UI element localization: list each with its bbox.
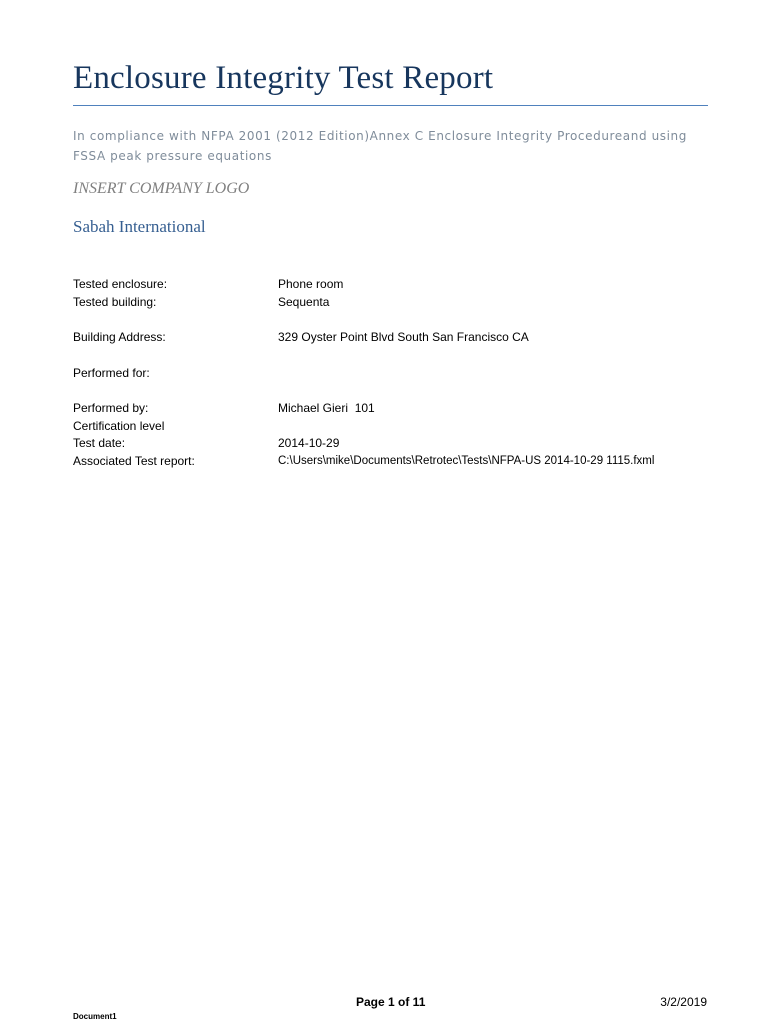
building-address-label: Building Address: <box>73 330 166 344</box>
performed-for-label: Performed for: <box>73 366 150 380</box>
tested-enclosure-value: Phone room <box>278 277 344 291</box>
footer-date: 3/2/2019 <box>660 995 707 1009</box>
company-logo-placeholder: INSERT COMPANY LOGO <box>73 180 250 197</box>
report-subtitle: In compliance with NFPA 2001 (2012 Edition)Annex C Enclosure Integrity Procedureand using FSSA peak pressure equations <box>73 129 687 163</box>
tested-building-label: Tested building: <box>73 295 157 309</box>
associated-report-label: Associated Test report: <box>73 454 195 468</box>
associated-report-value: C:\Users\mike\Documents\Retrotec\Tests\NFPA-US 2014-10-29 1115.fxml <box>278 455 655 467</box>
tested-building-value: Sequenta <box>278 295 330 309</box>
test-date-value: 2014-10-29 <box>278 436 340 450</box>
performed-by-value: Michael Gieri 101 <box>278 401 375 415</box>
test-date-label: Test date: <box>73 436 126 450</box>
performed-by-label: Performed by: <box>73 401 149 415</box>
certification-level-label: Certification level <box>73 419 165 433</box>
tested-enclosure-label: Tested enclosure: <box>73 277 168 291</box>
company-name: Sabah International <box>73 217 206 236</box>
page-number: Page 1 of 11 <box>356 995 426 1009</box>
building-address-value: 329 Oyster Point Blvd South San Francisco CA <box>278 330 529 344</box>
title-divider <box>73 105 708 106</box>
report-title: Enclosure Integrity Test Report <box>73 60 494 96</box>
footer-document-name: Document1 <box>73 1012 117 1021</box>
